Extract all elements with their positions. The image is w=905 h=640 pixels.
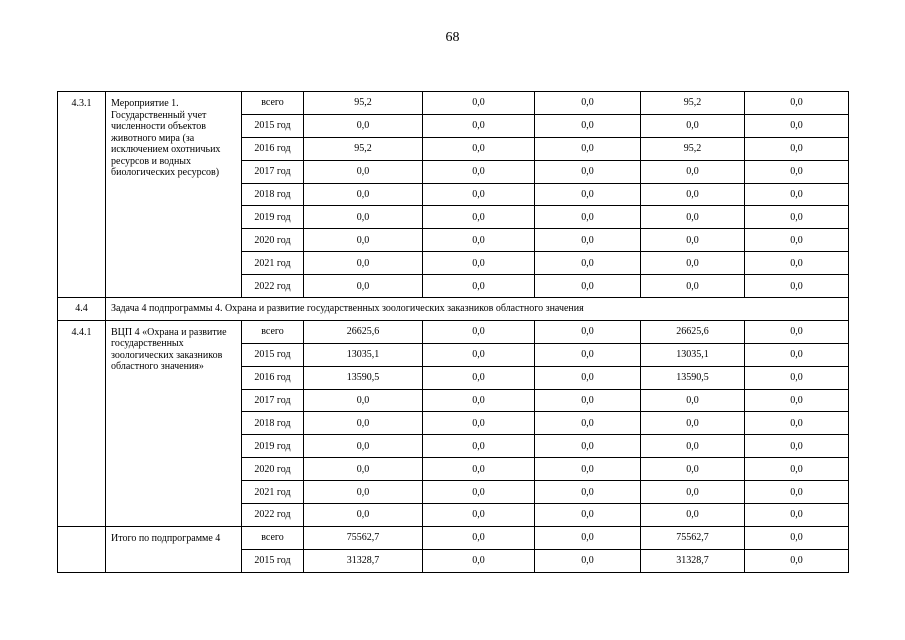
value-cell: 0,0 <box>745 412 849 435</box>
value-cell: 0,0 <box>641 252 745 275</box>
value-cell: 0,0 <box>745 275 849 298</box>
value-cell: 0,0 <box>304 206 423 229</box>
value-cell: 0,0 <box>304 481 423 504</box>
table-body <box>58 92 849 573</box>
value-cell: 0,0 <box>304 389 423 412</box>
value-cell: 0,0 <box>641 435 745 458</box>
period-cell: 2020 год <box>242 229 304 252</box>
value-cell: 0,0 <box>304 114 423 137</box>
value-cell: 0,0 <box>423 137 535 160</box>
period-cell: 2020 год <box>242 458 304 481</box>
period-cell: всего <box>242 92 304 115</box>
value-cell: 0,0 <box>535 343 641 366</box>
value-cell: 0,0 <box>745 114 849 137</box>
table-row <box>58 92 849 115</box>
value-cell: 95,2 <box>641 137 745 160</box>
value-cell: 0,0 <box>304 435 423 458</box>
value-cell: 0,0 <box>423 92 535 115</box>
value-cell: 0,0 <box>304 183 423 206</box>
value-cell: 0,0 <box>535 160 641 183</box>
value-cell: 0,0 <box>535 389 641 412</box>
value-cell: 0,0 <box>423 526 535 549</box>
value-cell: 0,0 <box>535 549 641 572</box>
period-cell: 2022 год <box>242 275 304 298</box>
period-cell: всего <box>242 526 304 549</box>
period-cell: 2015 год <box>242 549 304 572</box>
value-cell: 0,0 <box>423 458 535 481</box>
value-cell: 0,0 <box>304 275 423 298</box>
value-cell: 13035,1 <box>641 343 745 366</box>
value-cell: 0,0 <box>535 412 641 435</box>
table-row <box>58 526 849 549</box>
period-cell: 2015 год <box>242 343 304 366</box>
measure-name: Итого по подпрограмме 4 <box>106 526 242 572</box>
value-cell: 26625,6 <box>641 320 745 343</box>
value-cell: 95,2 <box>304 137 423 160</box>
value-cell: 0,0 <box>423 549 535 572</box>
value-cell: 0,0 <box>641 229 745 252</box>
measure-name: Мероприятие 1. Государственный учет численности объектов животного мира (за исключением охотничьих ресурсов и водных биологических ресурсов) <box>106 92 242 298</box>
value-cell: 95,2 <box>641 92 745 115</box>
value-cell: 0,0 <box>745 526 849 549</box>
period-cell: 2017 год <box>242 389 304 412</box>
value-cell: 0,0 <box>304 160 423 183</box>
period-cell: всего <box>242 320 304 343</box>
value-cell: 0,0 <box>423 229 535 252</box>
value-cell: 0,0 <box>423 320 535 343</box>
budget-table <box>57 91 849 573</box>
value-cell: 31328,7 <box>304 549 423 572</box>
value-cell: 0,0 <box>423 114 535 137</box>
value-cell: 0,0 <box>535 504 641 527</box>
period-cell: 2021 год <box>242 252 304 275</box>
row-code: 4.4.1 <box>58 320 106 526</box>
value-cell: 0,0 <box>304 252 423 275</box>
value-cell: 0,0 <box>535 114 641 137</box>
value-cell: 0,0 <box>423 481 535 504</box>
value-cell: 0,0 <box>641 275 745 298</box>
value-cell: 0,0 <box>641 183 745 206</box>
row-code <box>58 526 106 572</box>
value-cell: 0,0 <box>745 320 849 343</box>
value-cell: 0,0 <box>745 458 849 481</box>
page-number: 68 <box>445 30 460 45</box>
value-cell: 0,0 <box>745 160 849 183</box>
period-cell: 2021 год <box>242 481 304 504</box>
value-cell: 0,0 <box>304 458 423 481</box>
period-cell: 2022 год <box>242 504 304 527</box>
value-cell: 0,0 <box>641 206 745 229</box>
value-cell: 0,0 <box>535 206 641 229</box>
value-cell: 0,0 <box>745 229 849 252</box>
value-cell: 0,0 <box>535 92 641 115</box>
row-code: 4.4 <box>58 298 106 321</box>
value-cell: 0,0 <box>423 412 535 435</box>
value-cell: 13590,5 <box>641 366 745 389</box>
value-cell: 0,0 <box>535 435 641 458</box>
task-title: Задача 4 подпрограммы 4. Охрана и развитие государственных зоологических заказников областного значения <box>106 298 849 321</box>
value-cell: 0,0 <box>535 137 641 160</box>
value-cell: 0,0 <box>535 526 641 549</box>
value-cell: 0,0 <box>535 320 641 343</box>
value-cell: 0,0 <box>745 481 849 504</box>
value-cell: 0,0 <box>535 275 641 298</box>
value-cell: 0,0 <box>304 504 423 527</box>
value-cell: 13590,5 <box>304 366 423 389</box>
period-cell: 2016 год <box>242 137 304 160</box>
value-cell: 0,0 <box>641 412 745 435</box>
value-cell: 0,0 <box>304 229 423 252</box>
value-cell: 0,0 <box>745 206 849 229</box>
value-cell: 0,0 <box>535 229 641 252</box>
value-cell: 75562,7 <box>641 526 745 549</box>
value-cell: 0,0 <box>641 389 745 412</box>
value-cell: 0,0 <box>745 389 849 412</box>
value-cell: 0,0 <box>641 114 745 137</box>
row-code: 4.3.1 <box>58 92 106 298</box>
value-cell: 0,0 <box>423 366 535 389</box>
value-cell: 95,2 <box>304 92 423 115</box>
value-cell: 0,0 <box>423 504 535 527</box>
value-cell: 0,0 <box>423 435 535 458</box>
value-cell: 0,0 <box>745 549 849 572</box>
value-cell: 0,0 <box>745 137 849 160</box>
value-cell: 0,0 <box>641 481 745 504</box>
value-cell: 0,0 <box>745 343 849 366</box>
value-cell: 0,0 <box>745 435 849 458</box>
measure-name: ВЦП 4 «Охрана и развитие государственных зоологических заказников областного значения» <box>106 320 242 526</box>
period-cell: 2016 год <box>242 366 304 389</box>
period-cell: 2019 год <box>242 206 304 229</box>
period-cell: 2018 год <box>242 412 304 435</box>
value-cell: 0,0 <box>535 183 641 206</box>
value-cell: 0,0 <box>423 183 535 206</box>
value-cell: 0,0 <box>641 458 745 481</box>
value-cell: 0,0 <box>423 343 535 366</box>
value-cell: 0,0 <box>535 481 641 504</box>
period-cell: 2017 год <box>242 160 304 183</box>
value-cell: 0,0 <box>423 206 535 229</box>
value-cell: 0,0 <box>423 389 535 412</box>
value-cell: 0,0 <box>745 252 849 275</box>
value-cell: 0,0 <box>641 504 745 527</box>
value-cell: 31328,7 <box>641 549 745 572</box>
value-cell: 0,0 <box>745 183 849 206</box>
value-cell: 75562,7 <box>304 526 423 549</box>
value-cell: 13035,1 <box>304 343 423 366</box>
value-cell: 0,0 <box>304 412 423 435</box>
value-cell: 0,0 <box>745 366 849 389</box>
period-cell: 2018 год <box>242 183 304 206</box>
period-cell: 2015 год <box>242 114 304 137</box>
table-row <box>58 320 849 343</box>
value-cell: 26625,6 <box>304 320 423 343</box>
task-row <box>58 298 849 321</box>
value-cell: 0,0 <box>535 366 641 389</box>
value-cell: 0,0 <box>745 504 849 527</box>
value-cell: 0,0 <box>423 252 535 275</box>
value-cell: 0,0 <box>745 92 849 115</box>
value-cell: 0,0 <box>423 275 535 298</box>
value-cell: 0,0 <box>535 458 641 481</box>
period-cell: 2019 год <box>242 435 304 458</box>
value-cell: 0,0 <box>423 160 535 183</box>
value-cell: 0,0 <box>535 252 641 275</box>
value-cell: 0,0 <box>641 160 745 183</box>
